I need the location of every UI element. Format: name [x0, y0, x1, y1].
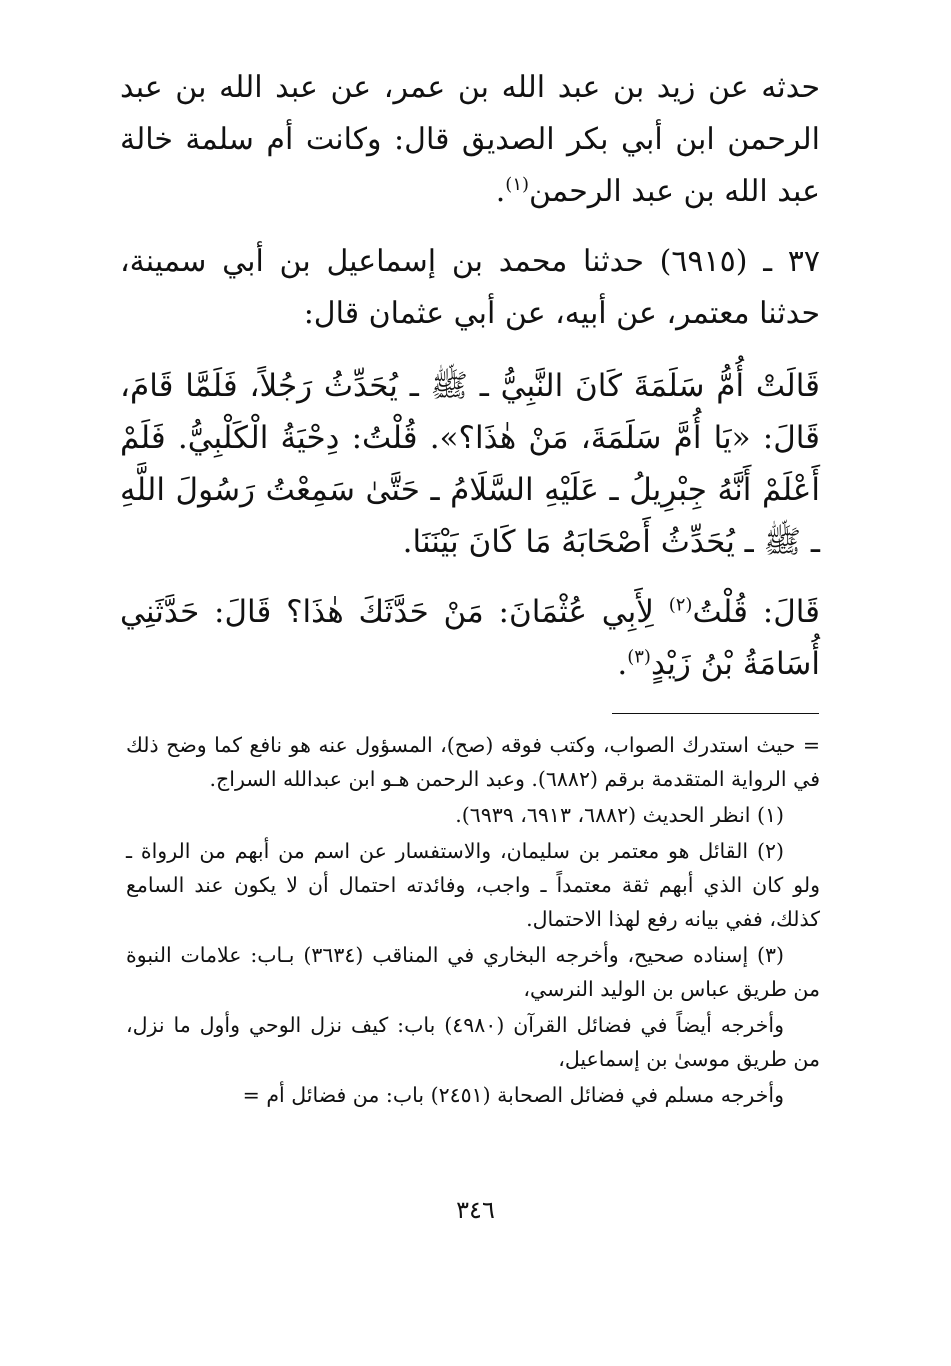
footnote-3-continued-a: وأخرجه أيضاً في فضائل القرآن (٤٩٨٠) باب: كيف نزل الوحي وأول ما نزل، من طريق موسىٰ بن إسماعيل،	[126, 1013, 820, 1071]
paragraph-1-end: .	[495, 174, 506, 209]
footnote-divider	[612, 713, 819, 714]
footnote-3: (٣) إسناده صحيح، وأخرجه البخاري في المناقب (٣٦٣٤) بـاب: علامات النبوة من طريق عباس بن الوليد النرسي،	[126, 943, 820, 1001]
footnotes	[126, 728, 820, 1112]
main-text	[120, 62, 820, 690]
footnote-ref-1: (١)	[505, 174, 530, 195]
hadith-37-matn: قَالَتْ أُمُّ سَلَمَةَ كَانَ النَّبِيُّ ـ ﷺ ـ يُحَدِّثُ رَجُلاً، فَلَمَّا قَامَ، قَالَ: «يَا أُمَّ سَلَمَةَ، مَنْ هٰذَا؟». قُلْتُ: دِحْيَةُ الْكَلْبِيُّ. فَلَمْ أَعْلَمْ أَنَّهُ جِبْرِيلُ ـ عَلَيْهِ السَّلَامُ ـ حَتَّىٰ سَمِعْتُ رَسُولَ اللَّهِ ـ ﷺ ـ يُحَدِّثُ أَصْحَابَهُ مَا كَانَ بَيْنَنَا.	[120, 368, 820, 560]
footnote-3-continued-b: وأخرجه مسلم في فضائل الصحابة (٢٤٥١) باب: من فضائل أم =	[242, 1083, 784, 1107]
paragraph-4-start: قَالَ: قُلْتُ	[692, 594, 821, 630]
footnote-ref-2: (٢)	[668, 594, 693, 616]
footnote-continued: = حيث استدرك الصواب، وكتب فوقه (صح)، المسؤول عنه هو نافع كما وضح ذلك في الرواية المتقدمة برقم (٦٨٨٢). وعبد الرحمن هـو ابن عبدالله السراج.	[126, 733, 820, 791]
paragraph-1	[120, 62, 820, 218]
footnote-ref-3: (٣)	[627, 646, 651, 668]
hadith-37-followup	[120, 586, 820, 690]
paragraph-4-end: .	[617, 646, 628, 682]
paragraph-1-text: حدثه عن زيد بن عبد الله بن عمر، عن عبد الله بن عبد الرحمن ابن أبي بكر الصديق قال: وكانت أم سلمة خالة عبد الله بن عبد الرحمن	[120, 70, 820, 209]
paragraph-4-middle: لِأَبِي عُثْمَانَ: مَنْ حَدَّثَكَ هٰذَا؟ قَالَ: حَدَّثَنِي أُسَامَةُ بْنُ زَيْدٍ	[120, 594, 820, 682]
hadith-37-isnad: ٣٧ ـ (٦٩١٥) حدثنا محمد بن إسماعيل بن أبي سمينة، حدثنا معتمر، عن أبيه، عن أبي عثمان قال:	[120, 244, 820, 331]
footnote-1: (١) انظر الحديث (٦٨٨٢، ٦٩١٣، ٦٩٣٩).	[455, 803, 784, 827]
footnote-2: (٢) القائل هو معتمر بن سليمان، والاستفسار عن اسم من أبهم من الرواة ـ ولو كان الذي أبهم ثقة معتمداً ـ واجب، وفائدته احتمال أن لا يكون عند السامع كذلك، ففي بيانه رفع لهذا الاحتمال.	[126, 839, 820, 931]
page-number: ٣٤٦	[456, 1196, 495, 1224]
